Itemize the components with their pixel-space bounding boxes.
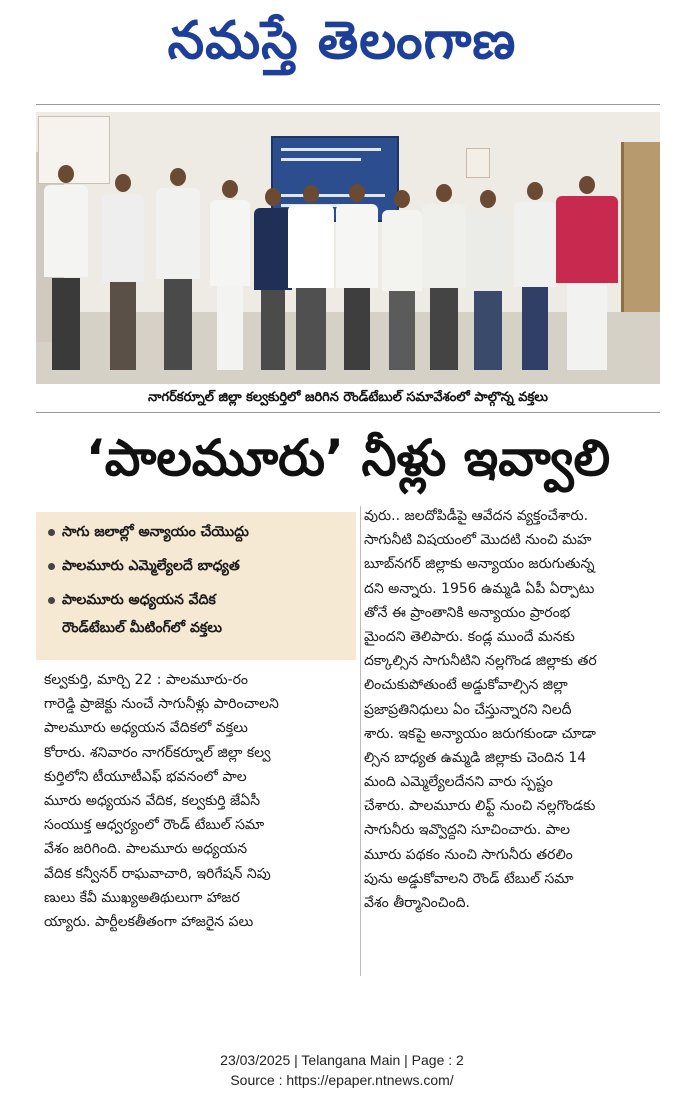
highlight-item: సాగు జలాల్లో అన్యాయం చేయొద్దు xyxy=(46,520,346,544)
photo-caption: నాగర్‌కర్నూల్ జిల్లా కల్వకుర్తిలో జరిగిన రౌండ్‌టేబుల్ సమావేశంలో పాల్గొన్న వక్తలు xyxy=(147,390,549,405)
body-line: వేశం తీర్మానించింది. xyxy=(364,895,470,911)
body-line: సాగునీటి విషయంలో మొదటి నుంచి మహ xyxy=(364,532,592,549)
highlight-item: పాలమూరు అధ్యయన వేదిక xyxy=(46,588,346,612)
person-figure xyxy=(156,168,200,370)
wall-poster-icon xyxy=(466,148,490,178)
body-line: సంయుక్త ఆధ్వర్యంలో రౌండ్ టేబుల్ సమా xyxy=(44,817,265,834)
person-figure xyxy=(102,174,144,370)
top-rule xyxy=(36,104,660,105)
person-figure xyxy=(288,185,334,370)
highlight-item: పాలమూరు ఎమ్మెల్యేలదే బాధ్యత xyxy=(46,554,346,578)
person-figure xyxy=(422,184,466,370)
body-line: మంది ఎమ్మెల్యేలదేనని వారు స్పష్టం xyxy=(364,774,553,791)
body-line: య్యారు. పార్టీలకతీతంగా హాజరైన పలు xyxy=(44,913,254,930)
news-photo xyxy=(36,112,660,384)
person-figure xyxy=(382,190,422,370)
edition-info: 23/03/2025 | Telangana Main | Page : 2 xyxy=(220,1052,464,1068)
body-line: బూబ్‌నగర్ జిల్లాకు అన్యాయం జరుగుతున్న xyxy=(364,556,595,573)
person-figure xyxy=(210,180,250,370)
body-line: మూరు పథకం నుంచి సాగునీరు తరలిం xyxy=(364,846,573,863)
caption-rule xyxy=(36,412,660,413)
body-line: దని అన్నారు. 1956 ఉమ్మడి ఏపీ ఏర్పాటు xyxy=(364,580,595,597)
body-line: ణులు కేవీ ముఖ్యఅతిథులుగా హాజర xyxy=(44,889,240,906)
body-line: కుర్తిలోని టీయూటీఎఫ్ భవనంలో పాల xyxy=(44,768,247,785)
newspaper-masthead: నమస్తే తెలంగాణ xyxy=(167,11,517,71)
body-line: దక్కాల్సిన సాగునీటిని నల్లగొండ జిల్లాకు తర xyxy=(364,653,597,670)
body-line: వురు.. జలదోపిడీపై ఆవేదన వ్యక్తంచేశారు. xyxy=(364,508,589,524)
bullet-icon xyxy=(48,529,55,536)
bullet-icon xyxy=(48,597,55,604)
body-line: లించుకుపోతుంటే అడ్డుకోవాల్సిన జిల్లా xyxy=(364,677,568,694)
body-line: ప్రజాప్రతినిధులు ఏం చేస్తున్నారని నిలదీ xyxy=(364,701,572,718)
person-figure xyxy=(44,165,88,370)
body-line: కోరారు. శనివారం నాగర్‌కర్నూల్ జిల్లా కల్వ xyxy=(44,744,271,761)
highlight-item-continued: రౌండ్‌టేబుల్ మీటింగ్‌లో వక్తలు xyxy=(62,620,222,636)
body-line: ల్సిన బాధ్యత ఉమ్మడి జిల్లాకు చెందిన 14 xyxy=(364,749,587,766)
article-headline: ‘పాలమూరు’ నీళ్లు ఇవ్వాలి xyxy=(85,429,611,487)
column-divider xyxy=(360,506,361,976)
body-line: మూరు అధ్యయన వేదిక, కల్వకుర్తి జేఏసీ xyxy=(44,792,261,809)
bullet-icon xyxy=(48,563,55,570)
body-line: పాలమూరు అధ్యయన వేదికలో వక్తలు xyxy=(44,720,248,737)
body-line: మైందని తెలిపారు. కండ్ల ముందే మనకు xyxy=(364,628,575,645)
source-link[interactable]: Source : https://epaper.ntnews.com/ xyxy=(230,1072,454,1088)
body-line: చేశారు. పాలమూరు లిఫ్ట్ నుంచి నల్లగొండకు xyxy=(364,798,596,815)
body-line: తోనే ఈ ప్రాంతానికి అన్యాయం ప్రారంభ xyxy=(364,604,571,621)
page-footer xyxy=(0,1050,684,1090)
person-figure xyxy=(556,176,618,370)
person-figure xyxy=(466,190,510,370)
body-line: పును అడ్డుకోవాలని రౌండ్ టేబుల్ సమా xyxy=(364,870,574,887)
body-line: వేదిక కన్వీనర్ రాఘవాచారి, ఇరిగేషన్ నిపు xyxy=(44,865,271,882)
article-body-left-column xyxy=(44,668,356,934)
body-line: శారు. ఇకపై అన్యాయం జరుగకుండా చూడా xyxy=(364,725,596,742)
body-line: సాగునీరు ఇవ్వొద్దని సూచించారు. పాల xyxy=(364,822,571,839)
person-figure xyxy=(254,188,292,370)
highlights-box xyxy=(36,512,356,660)
body-line: గారెడ్డి ప్రాజెక్టు నుంచే సాగునీళ్లు పారించాలని xyxy=(44,696,279,713)
person-figure xyxy=(514,182,556,370)
body-line: కల్వకుర్తి, మార్చి 22 : పాలమూరు-రం xyxy=(44,672,249,688)
article-body-right-column xyxy=(364,504,664,915)
person-figure xyxy=(336,184,378,370)
body-line: వేశం జరిగింది. పాలమూరు అధ్యయన xyxy=(44,841,248,858)
